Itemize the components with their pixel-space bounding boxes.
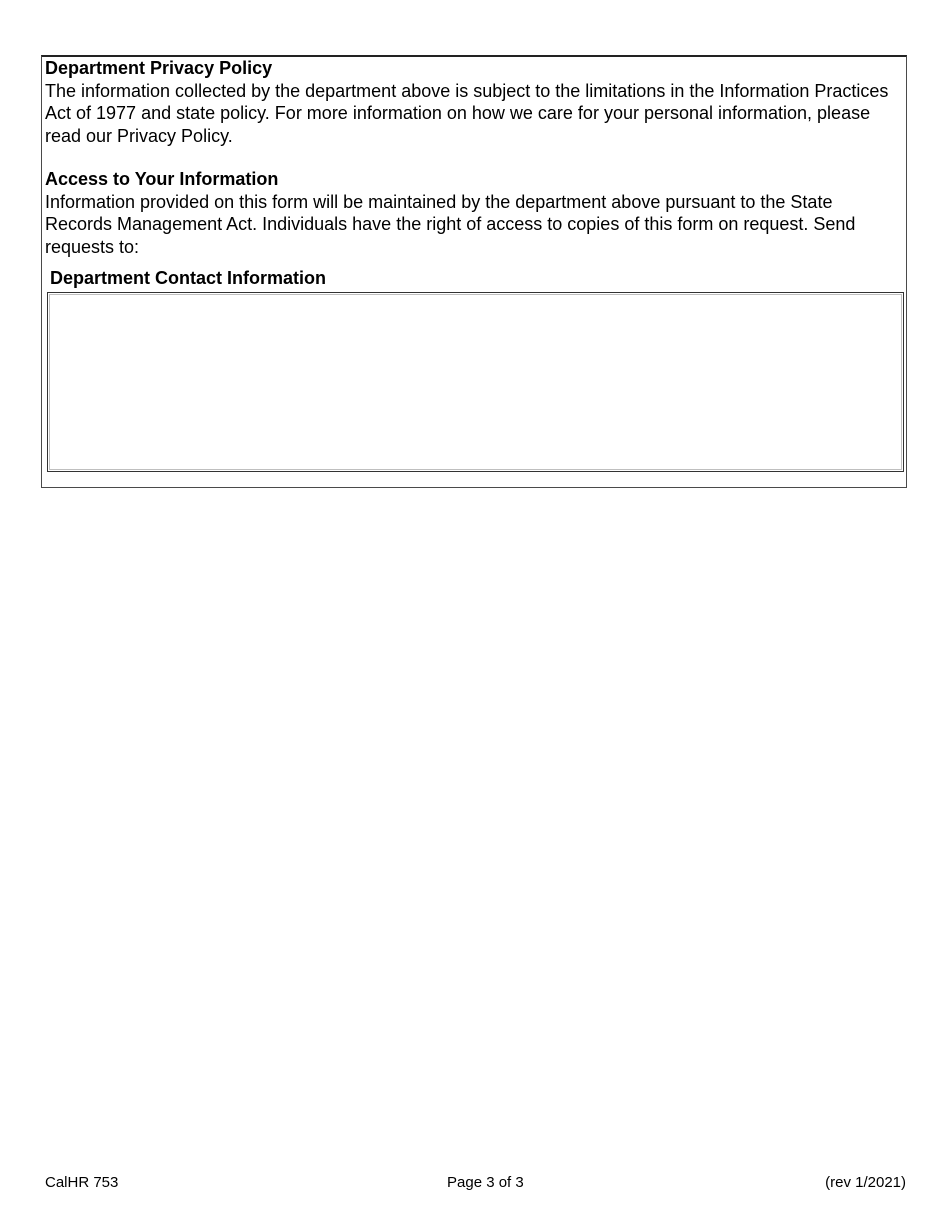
form-id: CalHR 753 [45, 1174, 119, 1191]
privacy-policy-section [45, 57, 898, 147]
contact-info-value[interactable] [49, 294, 902, 470]
contact-info-field[interactable] [47, 292, 904, 472]
access-info-text: Information provided on this form will be maintained by the department above pursuant to the State Records Management Act. Individuals have the right of access to copies of this form on request. Send requests to: [45, 191, 856, 257]
page-number: Page 3 of 3 [447, 1174, 524, 1191]
access-info-section [45, 168, 898, 258]
revision-date: (rev 1/2021) [825, 1174, 906, 1191]
privacy-policy-heading: Department Privacy Policy [45, 58, 273, 78]
contact-info-label: Department Contact Information [50, 268, 327, 288]
access-info-heading: Access to Your Information [45, 169, 279, 189]
privacy-notice-box [41, 55, 907, 488]
privacy-policy-text: The information collected by the department above is subject to the limitations in the Information Practices Act of 1977 and state policy. For more information on how we care for your personal information, please read our Privacy Policy. [45, 80, 889, 146]
